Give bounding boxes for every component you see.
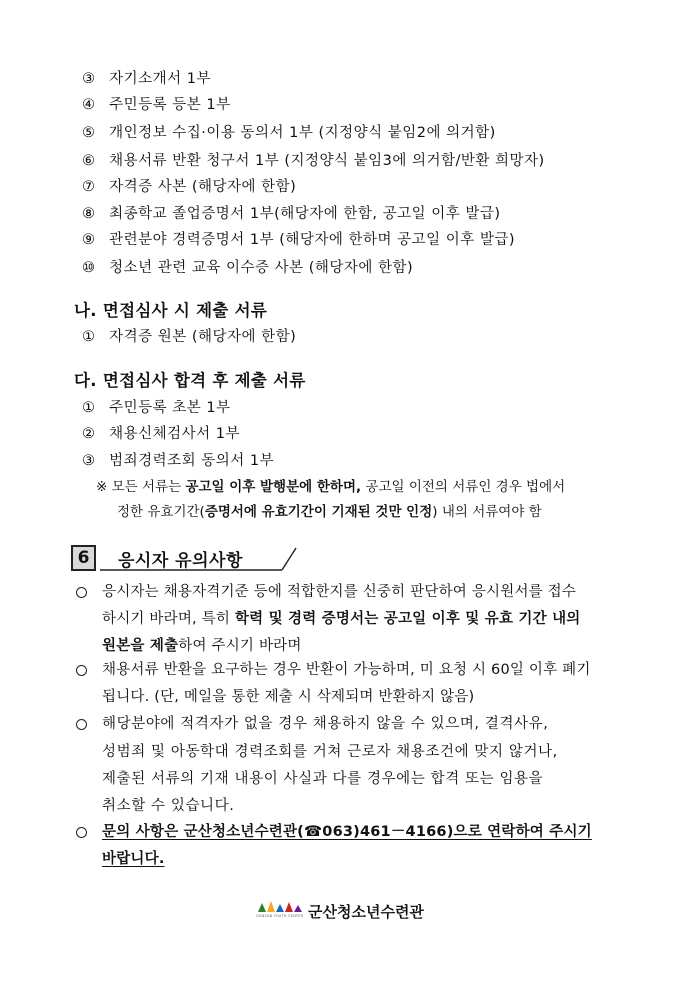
- doc-item: ① 자격증 원본 (해당자에 한함): [82, 329, 297, 345]
- doc-item: ⑥ 채용서류 반환 청구서 1부 (지정양식 붙임3에 의거함/반환 희망자): [82, 153, 545, 169]
- contact-line: 바랍니다.: [102, 851, 165, 867]
- notice-line: 채용서류 반환을 요구하는 경우 반환이 가능하며, 미 요청 시 60일 이후 폐기: [102, 662, 591, 678]
- notice-line: 됩니다. (단, 메일을 통한 제출 시 삭제되며 반환하지 않음): [102, 689, 475, 705]
- doc-item: ① 주민등록 초본 1부: [82, 400, 231, 416]
- logo-mark-icon: [256, 900, 304, 922]
- doc-item: ③ 범죄경력조회 동의서 1부: [82, 453, 275, 469]
- pass-docs-heading: 다. 면접심사 합격 후 제출 서류: [74, 371, 306, 390]
- org-name: 군산청소년수련관: [308, 903, 424, 921]
- validity-note-line1: ※ 모든 서류는 공고일 이후 발행분에 한하며, 공고일 이전의 서류인 경우 법에서: [96, 479, 566, 495]
- notice-line: 하시기 바라며, 특히 학력 및 경력 증명서는 공고일 이후 및 유효 기간 내의: [102, 611, 581, 627]
- notice-line: 취소할 수 있습니다.: [102, 798, 235, 814]
- doc-item: ⑧ 최종학교 졸업증명서 1부(해당자에 한함, 공고일 이후 발급): [82, 206, 501, 222]
- section-number-badge: 6: [71, 545, 96, 571]
- section-title-tab: [100, 545, 300, 573]
- validity-note-line2: 정한 유효기간(증명서에 유효기간이 기재된 것만 인정) 내의 서류여야 함: [117, 504, 542, 520]
- notice-line: 해당분야에 적격자가 없을 경우 채용하지 않을 수 있으며, 결격사유,: [102, 716, 549, 732]
- notice-line: 응시자는 채용자격기준 등에 적합한지를 신중히 판단하여 응시원서를 접수: [102, 584, 577, 600]
- logo-tagline: GUNSAN YOUTH CENTER: [256, 914, 304, 918]
- doc-item: ⑩ 청소년 관련 교육 이수증 사본 (해당자에 한함): [82, 260, 414, 276]
- bullet-circle-icon: [76, 587, 87, 598]
- doc-item: ⑤ 개인정보 수집·이용 동의서 1부 (지정양식 붙임2에 의거함): [82, 125, 496, 141]
- doc-item: ③ 자기소개서 1부: [82, 71, 211, 87]
- bullet-circle-icon: [76, 719, 87, 730]
- interview-docs-heading: 나. 면접심사 시 제출 서류: [74, 301, 268, 320]
- notice-line: 제출된 서류의 기재 내용이 사실과 다를 경우에는 합격 또는 임용을: [102, 771, 544, 787]
- section-title: 응시자 유의사항: [118, 551, 243, 571]
- bullet-circle-icon: [76, 827, 87, 838]
- doc-item: ⑦ 자격증 사본 (해당자에 한함): [82, 179, 297, 195]
- bullet-circle-icon: [76, 665, 87, 676]
- doc-item: ⑨ 관련분야 경력증명서 1부 (해당자에 한하며 공고일 이후 발급): [82, 232, 516, 248]
- doc-item: ② 채용신체검사서 1부: [82, 426, 240, 442]
- notice-line: 성범죄 및 아동학대 경력조회를 거쳐 근로자 채용조건에 맞지 않거나,: [102, 744, 558, 760]
- footer-logo: [256, 900, 456, 926]
- notice-line: 원본을 제출하여 주시기 바라며: [102, 638, 302, 654]
- doc-item: ④ 주민등록 등본 1부: [82, 97, 231, 113]
- contact-line: 문의 사항은 군산청소년수련관(☎063)461－4166)으로 연락하여 주시기: [102, 824, 592, 840]
